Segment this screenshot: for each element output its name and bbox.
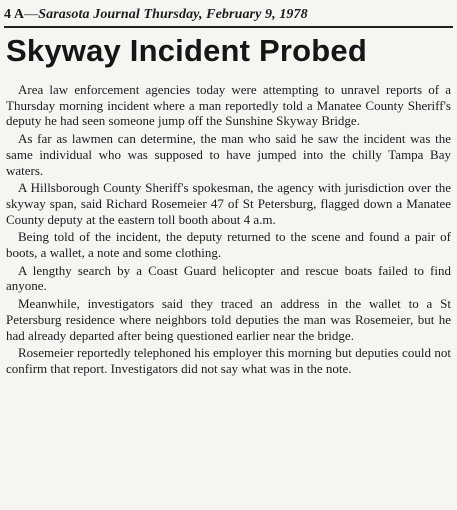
paragraph: Meanwhile, investigators said they traced an address in the wallet to a St Petersburg residence where neighbors told deputies the man was Rosemeier, but he had already departed after being questioned earlier near the bridge. (6, 296, 451, 343)
paragraph: Area law enforcement agencies today were attempting to unravel reports of a Thursday morning incident where a man reportedly told a Manatee County Sheriff's deputy he had seen someone jump off the Sunshine Skyway Bridge. (6, 82, 451, 129)
article-body (6, 82, 451, 379)
publication-date: Thursday, February 9, 1978 (143, 7, 308, 22)
dateline-dash: — (24, 7, 39, 22)
paragraph: Being told of the incident, the deputy returned to the scene and found a pair of boots, a wallet, a note and some clothing. (6, 229, 451, 261)
paragraph: A Hillsborough County Sheriff's spokesman, the agency with jurisdiction over the skyway span, said Richard Rosemeier 47 of St Petersburg, flagged down a Manatee County deputy at the eastern toll booth about 4 a.m. (6, 180, 451, 227)
header-rule (4, 26, 453, 28)
paragraph: A lengthy search by a Coast Guard helicopter and rescue boats failed to find anyone. (6, 262, 451, 294)
headline: Skyway Incident Probed (6, 33, 368, 68)
newspaper-name: Sarasota Journal (38, 7, 140, 22)
paragraph: Rosemeier reportedly telephoned his employer this morning but deputies could not confirm that report. Investigators did not say what was in the note. (6, 345, 451, 376)
paragraph: As far as lawmen can determine, the man who said he saw the incident was the same individual who was supposed to have jumped into the chilly Tampa Bay waters. (6, 131, 451, 178)
dateline (4, 6, 453, 24)
page-number: 4 A (4, 7, 25, 22)
